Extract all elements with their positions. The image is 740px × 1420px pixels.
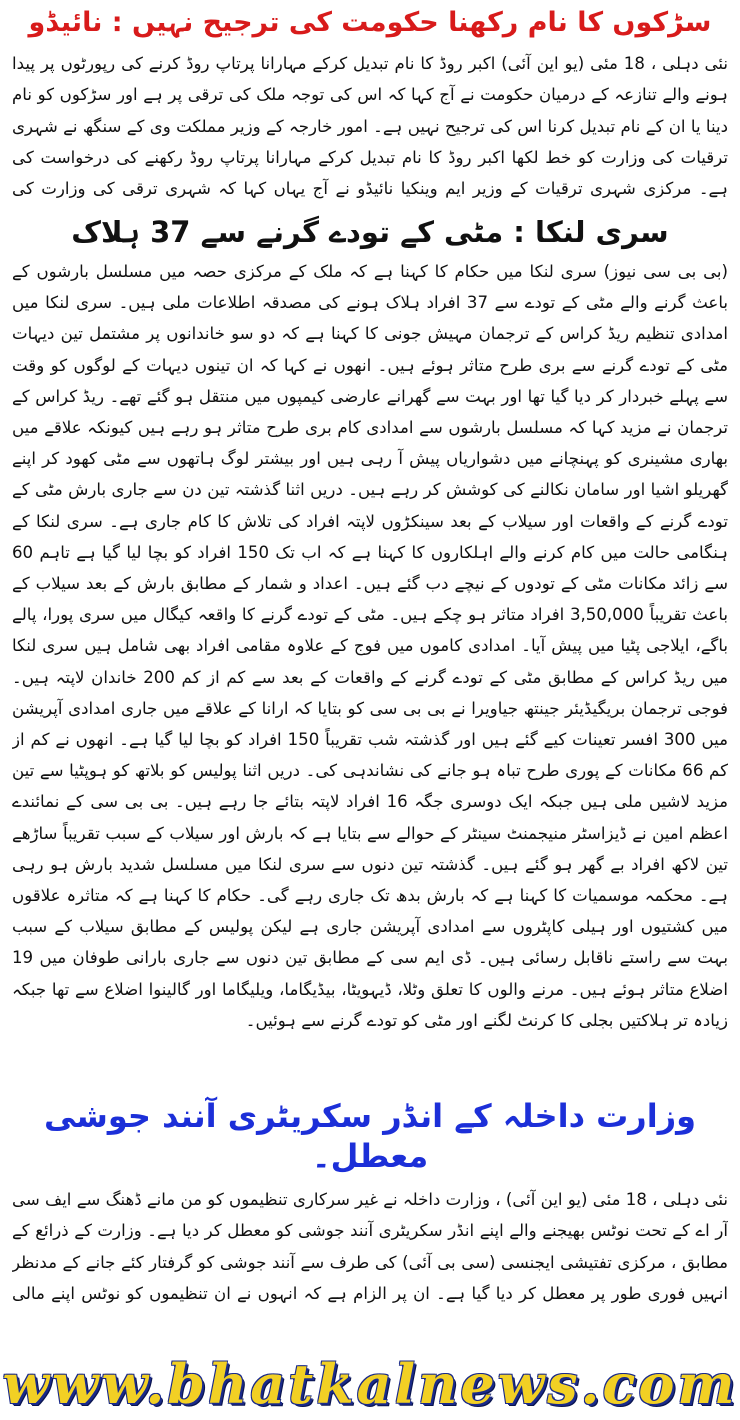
headline-sri-lanka-landslide: سری لنکا : مٹی کے تودے گرنے سے 37 ہلاک bbox=[71, 214, 669, 249]
article-body-road-names: نئی دہلی ، 18 مئی (یو این آئی) اکبر روڈ کا نام تبدیل کرکے مہارانا پرتاپ روڈ کرنے کی رپورٹوں پر پیدا ہونے والے تنازعہ کے درمیان حکومت نے آج کہا کہ اس کی توجہ ملک کی ترقی پر ہے اور سڑکوں کو نام دینا یا ان کے نام تبدیل کرنا اس کی ترجیح نہیں ہے۔ امور خارجہ کے وزیر مملکت وی کے سنگھ نے شہری ترقیات کی وزارت کو خط لکھا اکبر روڈ کا نام تبدیل کرکے مہارانا پرتاپ روڈ رکھنے کی درخواست کی ہے۔ مرکزی شہری ترقیات کے وزیر ایم وینکیا نائیڈو نے آج یہاں کہا کہ شہری ترقی کی وزارت کی bbox=[12, 53, 728, 199]
article-anand-joshi-suspended bbox=[12, 1096, 728, 1312]
article-road-names bbox=[12, 6, 728, 210]
site-url-logo: www.bhatkalnews.com bbox=[2, 1352, 738, 1416]
site-footer bbox=[0, 1352, 740, 1416]
article-body-anand-joshi-suspended: نئی دہلی ، 18 مئی (یو این آئی) ، وزارت داخلہ نے غیر سرکاری تنظیموں کو من مانے ڈھنگ سے ایف سی آر اے کے تحت نوٹس بھیجنے والے اپنے انڈر سکریٹری آنند جوشی کو معطل کر دیا ہے۔ وزارت کے ذرائع کے مطابق ، مرکزی تفتیشی ایجنسی (سی بی آئی) کی طرف سے آنند جوشی کو گرفتار کئے جانے کے مدنظر انہیں فوری طور پر معطل کر دیا گیا ہے۔ ان پر الزام ہے کہ انہوں نے ان تنظیموں کو نوٹس اپنے مالی bbox=[12, 1190, 728, 1304]
headline-anand-joshi-suspended: وزارت داخلہ کے انڈر سکریٹری آنند جوشی معطل۔ bbox=[43, 1097, 696, 1175]
article-sri-lanka-landslide bbox=[12, 214, 728, 1086]
article-body-sri-lanka-landslide: (بی بی سی نیوز) سری لنکا میں حکام کا کہنا ہے کہ ملک کے مرکزی حصہ میں مسلسل بارشوں کے باعث گرنے والے مٹی کے تودے سے 37 افراد ہلاک ہونے کی مصدقہ اطلاعات ملی ہیں۔ سری لنکا میں امدادی تنظیم ریڈ کراس کے ترجمان مہیش جونی کا کہنا ہے کہ دو سو خاندانوں پر مشتمل تین دیہات مٹی کے تودے گرنے سے بری طرح متاثر ہوئے ہیں۔ انھوں نے کہا کہ ان تینوں دیہات کے لوگوں کو وقت سے پہلے خبردار کر دیا گیا تھا اور بہت سے گھرانے عارضی کیمپوں میں منتقل ہو گئے تھے۔ ریڈ کراس کے ترجمان نے مزید کہا کہ مسلسل بارشوں سے امدادی کام بری طرح متاثر ہو رہے ہیں کیونکہ علاقے میں بھاری مشینری کو پہنچانے میں دشواریاں پیش آ رہی ہیں اور بیشتر لوگ ہاتھوں سے مٹی کھود کر اپنے گھریلو اشیا اور سامان نکالنے کی کوشش کر رہے ہیں۔ دریں اثنا گذشتہ تین دن سے جاری بارش مٹی کے تودے گرنے کے واقعات اور سیلاب کے بعد سینکڑوں لاپتہ افراد کی تلاش کا کام جاری ہے۔ سری لنکا کے ہنگامی حالت میں کام کرنے والے اہلکاروں کا کہنا ہے کہ اب تک 150 افراد کو بچا لیا گیا ہے تاہم 60 سے زائد مکانات مٹی کے تودوں کے نیچے دب گئے ہیں۔ اعداد و شمار کے مطابق بارش کے بعد سیلاب کے باعث تقریباً 3,50,000 افراد متاثر ہو چکے ہیں۔ مٹی کے تودے گرنے کا واقعہ کیگال میں سری پورا، پالے باگے، ایلاجی پٹیا میں پیش آیا۔ امدادی کاموں میں فوج کے علاوہ مقامی افراد بھی شامل ہیں سری لنکا میں ریڈ کراس کے مطابق مٹی کے تودے گرنے کے واقعات کے بعد سے کم از کم 200 خاندان لاپتہ ہیں۔ فوجی ترجمان بریگیڈیئر جینتھ جیاویرا نے بی بی سی کو بتایا کہ ارانا کے علاقے میں جاری امدادی آپریشن میں 300 افسر تعینات کیے گئے ہیں اور گذشتہ شب تقریباً 150 افراد کو بچا لیا گیا ہے۔ انھوں نے کم از کم 66 مکانات کے پوری طرح تباہ ہو جانے کی نشاندہی کی۔ دریں اثنا پولیس کو بلاتھ کو ہوپٹیا سے تین مزید لاشیں ملی ہیں جبکہ ایک دوسری جگہ 16 افراد لاپتہ بتائے جا رہے ہیں۔ بی بی سی کے نمائندے اعظم امین نے ڈیزاسٹر منیجمنٹ سینٹر کے حوالے سے بتایا ہے کہ بارش اور سیلاب کے سبب تقریباً ساڑھے تین لاکھ افراد بے گھر ہو گئے ہیں۔ گذشتہ تین دنوں سے سری لنکا میں مسلسل شدید بارش ہو رہی ہے۔ محکمہ موسمیات کا کہنا ہے کہ بارش بدھ تک جاری رہے گی۔ حکام کا کہنا ہے کہ متاثرہ علاقوں میں کشتیوں اور ہیلی کاپٹروں سے امدادی آپریشن جاری ہے لیکن پولیس کے مطابق سیلاب کے سبب بہت سے راستے ناقابل رسائی ہیں۔ ڈی ایم سی کے مطابق تین دنوں سے جاری بارانی طوفان میں 19 اضلاع متاثر ہوئے ہیں۔ مرنے والوں کا تعلق وٹلا، ڈیہویٹا، بیڈیگاما، ویلیگاما اور گالینوا اضلاع سے تھا جبکہ زیادہ تر ہلاکتیں بجلی کا کرنٹ لگنے اور مٹی کو تودے گرنے سے ہوئیں۔ bbox=[12, 262, 728, 1030]
headline-road-names: سڑکوں کا نام رکھنا حکومت کی ترجیح نہیں : نائیڈو bbox=[28, 7, 712, 38]
